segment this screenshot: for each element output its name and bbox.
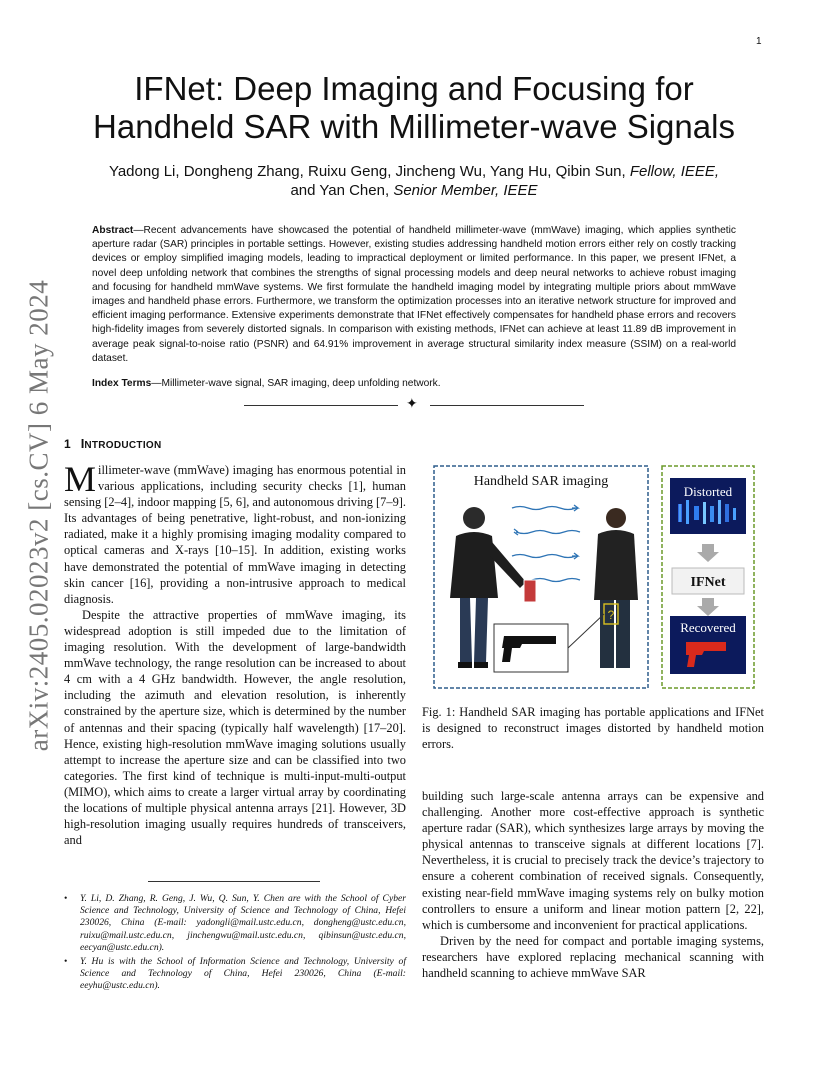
section-title-rest: NTRODUCTION [84,440,162,451]
authors-line2: and Yan Chen, [290,182,394,199]
abstract-label: Abstract [92,225,134,236]
footnotes [64,893,406,995]
ifnet-label: IFNet [690,575,726,590]
index-terms-text: —Millimeter-wave signal, SAR imaging, deep unfolding network. [151,378,441,389]
footnote-2 [64,956,406,993]
paper-title: IFNet: Deep Imaging and Focusing for Handheld SAR with Millimeter-wave Signals [93,70,735,145]
figure-1-caption: Fig. 1: Handheld SAR imaging has portable applications and IFNet is designed to reconstruct images distorted by handheld motion errors. [422,705,764,751]
intro-paragraph-2: Despite the attractive properties of mmWave imaging, its widespread adoption is still impeded due to the limitation of imaging resolution. With the development of large-bandwidth mmWave technology, the range resolution can be increased to about 4 cm with a 4 GHz bandwidth. However, the angle resolution, including the azimuth and elevation resolution, is inherently constrained by the aperture size, which is determined by the number of antennas and their spacing (typically half wavelength) [17–20]. Hence, existing high-resolution mmWave imaging solutions usually attempt to increase the aperture size and can be classified into two categories. The first kind of technique is multi-input-multi-output (MIMO), which aims to create a larger virtual array by coordinating the locations of multiple physical antenna arrays [21]. However, 3D high-resolution imaging usually requires hundreds of transceivers, and [64,607,406,848]
drop-cap: M [64,459,97,499]
authors-line1: Yadong Li, Dongheng Zhang, Ruixu Geng, Jincheng Wu, Yang Hu, Qibin Sun, [108,163,630,180]
arxiv-identifier: arXiv:2405.02023v2 [cs.CV] 6 May 2024 [23,279,54,752]
index-terms [92,378,736,389]
svg-text:?: ? [607,608,615,622]
footnote-1-text: Y. Li, D. Zhang, R. Geng, J. Wu, Q. Sun, Y. Chen are with the School of Cyber Science and Technology, University of Science and Technology of China, Hefei 230026, China (E-mail: yadongli@mail.ustc.edu.cn, dongheng@ustc.edu.cn, ruixu@mail.ustc.edu.cn, jinchengwu@mail.ustc.edu.cn, qibinsun@ustc.edu.cn, eecyan@ustc.edu.cn). [80,893,406,953]
bullet-icon: • [64,893,68,904]
left-column [64,459,406,848]
intro-paragraph-1 [64,459,406,607]
index-terms-label: Index Terms [92,378,152,389]
divider-star-icon: ✦ [406,397,418,412]
section-heading [64,436,162,451]
right-paragraph-1: building such large-scale antenna arrays can be expensive and challenging. Another more cost-effective approach is synthetic aperture radar (SAR), which synthesizes large arrays by moving the physical antennas to transceive signals at different locations [7]. Nevertheless, it is crucial to precisely track the device’s trajectory to ensure a coherent combination of received signals. Consequently, existing near-field mmWave imaging systems rely on bulky motion controllers to ensure a uniform and linear motion pattern [2, 22], which is cumbersome and inconvenient for practical applications. [422,789,764,932]
authors-line1-role: Fellow, IEEE, [629,163,720,180]
abstract-text: —Recent advancements have showcased the potential of handheld millimeter-wave (mmWave) imaging, which applies synthetic aperture radar (SAR) principles in portable settings. However, existing studies addressing handheld motion errors either rely on costly tracking devices or employ simplified imaging models, leading to impractical deployment or limited performance. In this paper, we present IFNet, a novel deep unfolding network that combines the strengths of signal processing models and deep neural networks to achieve robust imaging and focusing for handheld mmWave systems. We first formulate the handheld imaging model by integrating multiple priors about mmWave images and handheld phase errors. Furthermore, we transform the optimization processes into an iterative network structure for improved and efficient imaging performance. Extensive experiments demonstrate that IFNet effectively compensates for handheld phase errors and recovers high-fidelity images from severely distorted signals. In comparison with existing methods, IFNet can achieve at least 11.89 dB improvement in average peak signal-to-noise ratio (PSNR) and 64.91% improvement in average structural similarity index measure (SSIM) on a real-world dataset. [92,225,736,364]
footnote-2-text: Y. Hu is with the School of Information Science and Technology, University of Science and Technology of China, Hefei 230026, China (E-mail: eeyhu@ustc.edu.cn). [80,956,406,992]
section-number: 1 [64,437,71,451]
right-column [422,788,764,981]
footnote-rule [148,881,320,882]
right-paragraph-2: Driven by the need for compact and portable imaging systems, researchers have explored replacing mechanical scanning with handheld scanning to achieve mmWave SAR [422,933,764,981]
distorted-label: Distorted [683,484,733,499]
footnote-1 [64,893,406,954]
intro-paragraph-1-text: illimeter-wave (mmWave) imaging has enormous potential in various applications, including security checks [1], human sensing [2–4], indoor mapping [5, 6], and autonomous driving [7–9]. Its advantages of being penetrative, light-robust, and non-ionizing radiated, make it a highly promising imaging modality compared to optical cameras and X-rays [10–15]. In addition, existing works have demonstrated the potential of mmWave imaging in detecting skin cancer [16], providing a non-intrusive approach to medical diagnosis. [64,463,406,606]
figure-1 [432,464,756,692]
recovered-label: Recovered [680,620,736,635]
page-number: 1 [756,36,762,47]
author-list [90,162,738,200]
bullet-icon: • [64,956,68,968]
panel-title: Handheld SAR imaging [473,474,609,489]
figure-1-illustration [432,464,756,692]
abstract [92,224,736,366]
section-title-initial: I [80,436,85,451]
authors-line2-role: Senior Member, IEEE [393,182,538,199]
handheld-radar-icon [524,580,536,602]
section-divider [244,398,584,414]
